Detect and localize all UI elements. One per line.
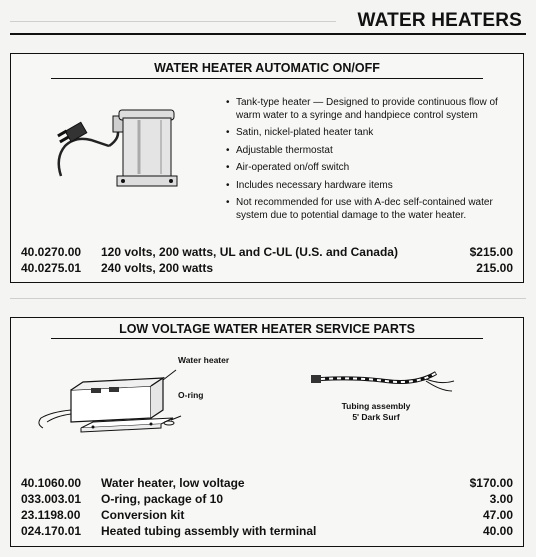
feature-item: • Not recommended for use with A-dec self-contained water system due to potential damage to the water heater. [226, 197, 493, 221]
product-price: $170.00 [469, 476, 513, 490]
product-description: Heated tubing assembly with terminal [101, 524, 317, 538]
tubing-label: Tubing assembly 5' Dark Surf [341, 401, 411, 422]
product-description: Water heater, low voltage [101, 476, 245, 490]
product-description: O-ring, package of 10 [101, 492, 224, 506]
feature-list [226, 97, 516, 227]
panel-title-rule [51, 78, 483, 79]
service-parts-panel [10, 317, 524, 547]
part-number: 024.170.01 [21, 524, 82, 538]
product-price: 215.00 [476, 261, 513, 275]
water-heater-callout: Water heater [178, 355, 230, 365]
service-panel-title: LOW VOLTAGE WATER HEATER SERVICE PARTS [119, 322, 415, 336]
page-title: WATER HEATERS [357, 10, 522, 31]
panel-title-rule [51, 338, 483, 339]
part-number: 40.1060.00 [21, 476, 82, 490]
product-description: 120 volts, 200 watts, UL and C-UL (U.S. and Canada) [101, 245, 398, 259]
title-rule [10, 33, 526, 35]
bleed-through-rule-top [10, 21, 336, 22]
automatic-panel-title: WATER HEATER AUTOMATIC ON/OFF [154, 61, 380, 75]
product-description: Conversion kit [101, 508, 185, 522]
part-number: 033.003.01 [21, 492, 82, 506]
automatic-heater-panel [10, 53, 524, 283]
feature-item: • Includes necessary hardware items [226, 179, 393, 191]
product-price: 3.00 [489, 492, 513, 506]
o-ring-callout: O-ring [178, 390, 204, 400]
part-number: 40.0270.00 [21, 245, 82, 259]
part-number: 23.1198.00 [21, 508, 81, 522]
product-description: 240 volts, 200 watts [101, 261, 214, 275]
feature-item: • Air-operated on/off switch [226, 162, 350, 173]
feature-item: • Adjustable thermostat [226, 144, 333, 156]
tank-water-heater-icon [51, 88, 191, 198]
feature-item: • Satin, nickel-plated heater tank [226, 127, 374, 138]
part-number: 40.0275.01 [21, 261, 82, 275]
product-price: 40.00 [482, 524, 513, 538]
product-price: $215.00 [469, 245, 513, 259]
bleed-through-rule-middle [10, 298, 526, 299]
feature-item: • Tank-type heater — Designed to provide continuous flow of warm water to a syringe and handpiece control system [226, 97, 498, 121]
tubing-assembly-icon [306, 363, 456, 403]
product-price: 47.00 [482, 508, 513, 522]
